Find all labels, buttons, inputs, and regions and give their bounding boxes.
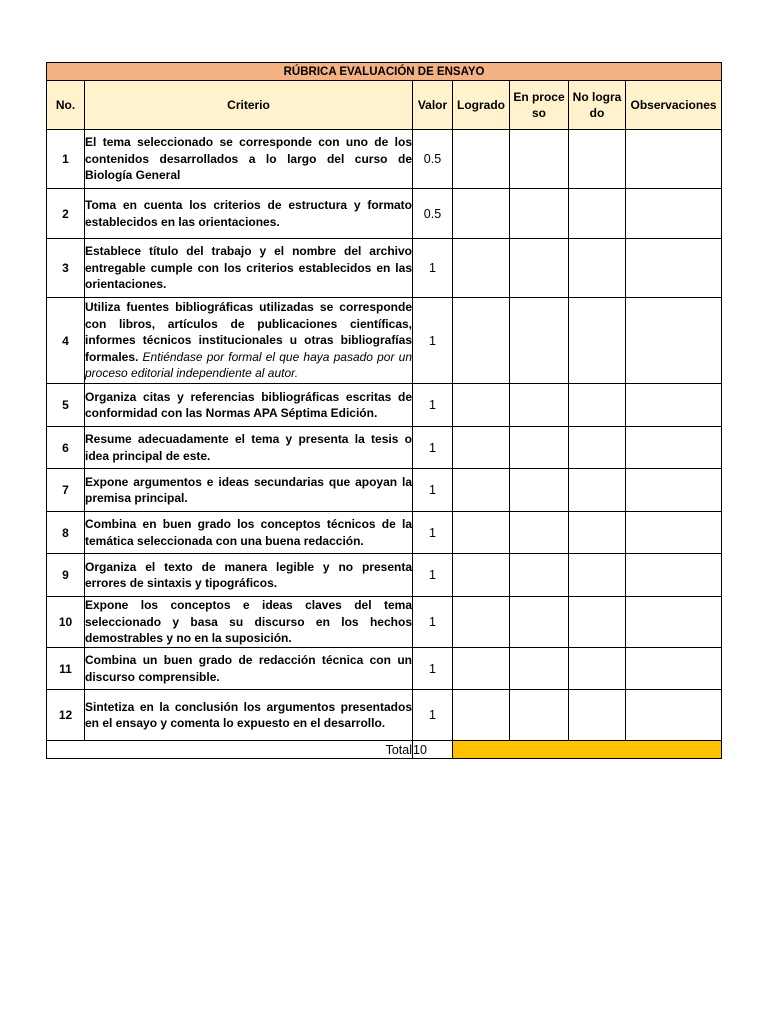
no-logrado-cell[interactable]: [569, 130, 626, 189]
observaciones-cell[interactable]: [626, 298, 722, 384]
criterion-text: Establece título del trabajo y el nombre del archivo entregable cumple con los criterios establecidos en las orientaciones.: [85, 244, 412, 292]
en-proceso-cell[interactable]: [510, 469, 569, 512]
criterion-cell: [85, 384, 413, 427]
criterion-text: Combina un buen grado de redacción técnica con un discurso comprensible.: [85, 653, 412, 684]
observaciones-cell[interactable]: [626, 384, 722, 427]
observaciones-cell[interactable]: [626, 189, 722, 239]
logrado-cell[interactable]: [453, 512, 510, 554]
criterion-cell: [85, 597, 413, 648]
en-proceso-cell[interactable]: [510, 189, 569, 239]
table-row: [47, 690, 722, 741]
criterion-value: 1: [413, 512, 453, 554]
observaciones-cell[interactable]: [626, 130, 722, 189]
criterion-text: El tema seleccionado se corresponde con uno de los contenidos desarrollados a lo largo del curso de Biología General: [85, 135, 412, 183]
criterion-cell: [85, 130, 413, 189]
logrado-cell[interactable]: [453, 384, 510, 427]
no-logrado-cell[interactable]: [569, 690, 626, 741]
logrado-cell[interactable]: [453, 469, 510, 512]
table-row: [47, 648, 722, 690]
logrado-cell[interactable]: [453, 554, 510, 597]
row-number: 8: [47, 512, 85, 554]
criterion-text: Expone argumentos e ideas secundarias que apoyan la premisa principal.: [85, 474, 412, 505]
table-row: [47, 239, 722, 298]
header-no-logrado: No logrado: [569, 81, 626, 130]
table-row: [47, 384, 722, 427]
no-logrado-cell[interactable]: [569, 512, 626, 554]
criterion-text: Utiliza fuentes bibliográficas utilizadas se corresponde con libros, artículos de publicaciones científicas, informes técnicos institucionales u otras bibliografías formales.: [85, 300, 412, 364]
table-row: [47, 130, 722, 189]
criterion-cell: [85, 469, 413, 512]
table-row: [47, 554, 722, 597]
row-number: 12: [47, 690, 85, 741]
total-highlight: [453, 741, 722, 759]
logrado-cell[interactable]: [453, 648, 510, 690]
criterion-value: 1: [413, 469, 453, 512]
header-no: No.: [47, 81, 85, 130]
en-proceso-cell[interactable]: [510, 512, 569, 554]
header-valor: Valor: [413, 81, 453, 130]
table-row: [47, 427, 722, 469]
criterion-cell: [85, 239, 413, 298]
observaciones-cell[interactable]: [626, 554, 722, 597]
row-number: 3: [47, 239, 85, 298]
row-number: 7: [47, 469, 85, 512]
criterion-value: 1: [413, 648, 453, 690]
criterion-value: 0.5: [413, 189, 453, 239]
criterion-text: Combina en buen grado los conceptos técnicos de la temática seleccionada con una buena redacción.: [85, 517, 412, 548]
criterion-text: Organiza citas y referencias bibliográficas escritas de conformidad con las Normas APA Séptima Edición.: [85, 389, 412, 420]
logrado-cell[interactable]: [453, 597, 510, 648]
criterion-value: 1: [413, 554, 453, 597]
observaciones-cell[interactable]: [626, 427, 722, 469]
table-row: [47, 512, 722, 554]
en-proceso-cell[interactable]: [510, 298, 569, 384]
no-logrado-cell[interactable]: [569, 384, 626, 427]
row-number: 2: [47, 189, 85, 239]
criterion-text: Organiza el texto de manera legible y no presenta errores de sintaxis y tipográficos.: [85, 559, 412, 590]
no-logrado-cell[interactable]: [569, 298, 626, 384]
no-logrado-cell[interactable]: [569, 597, 626, 648]
en-proceso-cell[interactable]: [510, 648, 569, 690]
criterion-value: 1: [413, 298, 453, 384]
observaciones-cell[interactable]: [626, 239, 722, 298]
criterion-cell: [85, 554, 413, 597]
criterion-cell: [85, 427, 413, 469]
total-value: 10: [413, 741, 453, 759]
criterion-value: 1: [413, 597, 453, 648]
no-logrado-cell[interactable]: [569, 239, 626, 298]
row-number: 11: [47, 648, 85, 690]
en-proceso-cell[interactable]: [510, 130, 569, 189]
table-row: [47, 469, 722, 512]
no-logrado-cell[interactable]: [569, 648, 626, 690]
observaciones-cell[interactable]: [626, 469, 722, 512]
header-observaciones: Observaciones: [626, 81, 722, 130]
criterion-text: Toma en cuenta los criterios de estructura y formato establecidos en las orientaciones.: [85, 198, 412, 229]
header-logrado: Logrado: [453, 81, 510, 130]
logrado-cell[interactable]: [453, 130, 510, 189]
en-proceso-cell[interactable]: [510, 384, 569, 427]
no-logrado-cell[interactable]: [569, 554, 626, 597]
no-logrado-cell[interactable]: [569, 189, 626, 239]
en-proceso-cell[interactable]: [510, 597, 569, 648]
table-row: [47, 597, 722, 648]
observaciones-cell[interactable]: [626, 512, 722, 554]
en-proceso-cell[interactable]: [510, 239, 569, 298]
row-number: 9: [47, 554, 85, 597]
logrado-cell[interactable]: [453, 690, 510, 741]
criterion-value: 1: [413, 384, 453, 427]
criterion-cell: [85, 512, 413, 554]
criterion-cell: [85, 648, 413, 690]
row-number: 10: [47, 597, 85, 648]
criterion-value: 1: [413, 239, 453, 298]
logrado-cell[interactable]: [453, 239, 510, 298]
observaciones-cell[interactable]: [626, 690, 722, 741]
en-proceso-cell[interactable]: [510, 690, 569, 741]
criterion-note: Entiéndase por formal el que haya pasado por un proceso editorial independiente al autor.: [85, 349, 412, 381]
no-logrado-cell[interactable]: [569, 427, 626, 469]
table-row: [47, 298, 722, 384]
row-number: 4: [47, 298, 85, 384]
criterion-value: 0.5: [413, 130, 453, 189]
criterion-text: Sintetiza en la conclusión los argumentos presentados en el ensayo y comenta lo expuesto en el desarrollo.: [85, 699, 412, 730]
criterion-cell: [85, 189, 413, 239]
header-en-proceso: En proceso: [510, 81, 569, 130]
row-number: 6: [47, 427, 85, 469]
logrado-cell[interactable]: [453, 189, 510, 239]
criterion-text: Expone los conceptos e ideas claves del tema seleccionado y basa su discurso en los hechos demostrables y no en la suposición.: [85, 598, 412, 646]
en-proceso-cell[interactable]: [510, 427, 569, 469]
header-criterio: Criterio: [85, 81, 413, 130]
row-number: 5: [47, 384, 85, 427]
criterion-value: 1: [413, 690, 453, 741]
rubric-title: RÚBRICA EVALUACIÓN DE ENSAYO: [47, 63, 722, 81]
total-label: Total: [47, 741, 413, 759]
total-row: [47, 741, 722, 759]
table-row: [47, 189, 722, 239]
criterion-text: Resume adecuadamente el tema y presenta la tesis o idea principal de este.: [85, 432, 412, 463]
en-proceso-cell[interactable]: [510, 554, 569, 597]
criterion-value: 1: [413, 427, 453, 469]
no-logrado-cell[interactable]: [569, 469, 626, 512]
criterion-cell: [85, 690, 413, 741]
logrado-cell[interactable]: [453, 298, 510, 384]
observaciones-cell[interactable]: [626, 648, 722, 690]
row-number: 1: [47, 130, 85, 189]
logrado-cell[interactable]: [453, 427, 510, 469]
criterion-cell: [85, 298, 413, 384]
rubric-table: [46, 62, 722, 759]
observaciones-cell[interactable]: [626, 597, 722, 648]
